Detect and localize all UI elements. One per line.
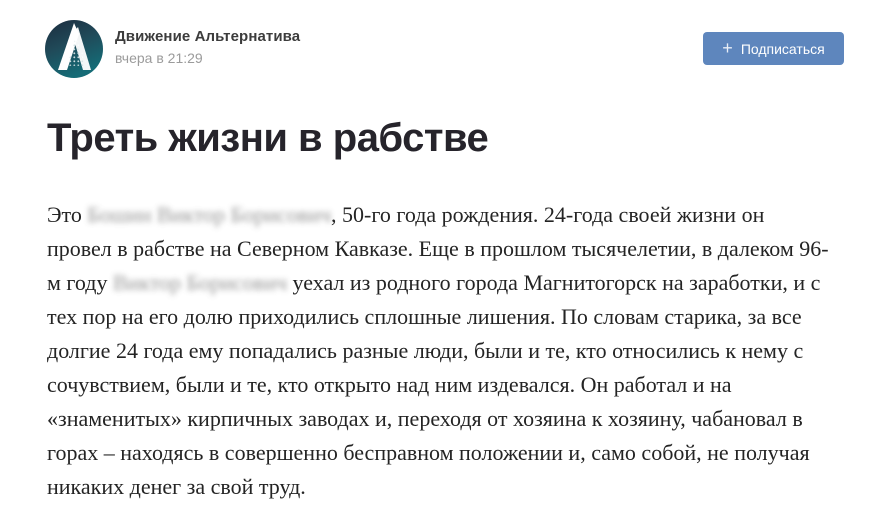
alternativa-a-logo-icon: [45, 20, 103, 78]
censored-name: Виктор Борисович: [112, 270, 288, 295]
paragraph-text: уехал из родного города Магнитогорск на заработки, и с тех пор на его долю приходились сплошные лишения. По словам старика, за все долгие 24 года ему попадались разные люди, были и те, кто относились к нему с сочувствием, были и те, кто открыто над ним издевался. Он работал и на «знаменитых» кирпичных заводах и, переходя от хозяина к хозяину, чабановал в горах – находясь в совершенно бесправном положении и, само собой, не получая никаких денег за свой труд.: [47, 270, 821, 499]
post-timestamp-link[interactable]: вчера в 21:29: [115, 50, 203, 66]
article-title: Треть жизни в рабстве: [47, 116, 489, 160]
group-avatar[interactable]: [45, 20, 103, 78]
subscribe-button-label: Подписаться: [740, 40, 825, 57]
post-header: [0, 0, 885, 90]
censored-name: Бошин Виктор Борисович: [87, 202, 332, 227]
paragraph-text: , 50-го года рождения. 24-года своей жизни он провел в рабстве на Северном Кавказе. Еще в прошлом тысячелетии, в далеком 96-м году: [47, 202, 829, 295]
article-paragraph: [47, 198, 829, 504]
plus-icon: +: [722, 37, 733, 58]
paragraph-text: Это: [47, 202, 88, 227]
group-name-link[interactable]: Движение Альтернатива: [115, 28, 301, 45]
subscribe-button[interactable]: [703, 32, 844, 65]
